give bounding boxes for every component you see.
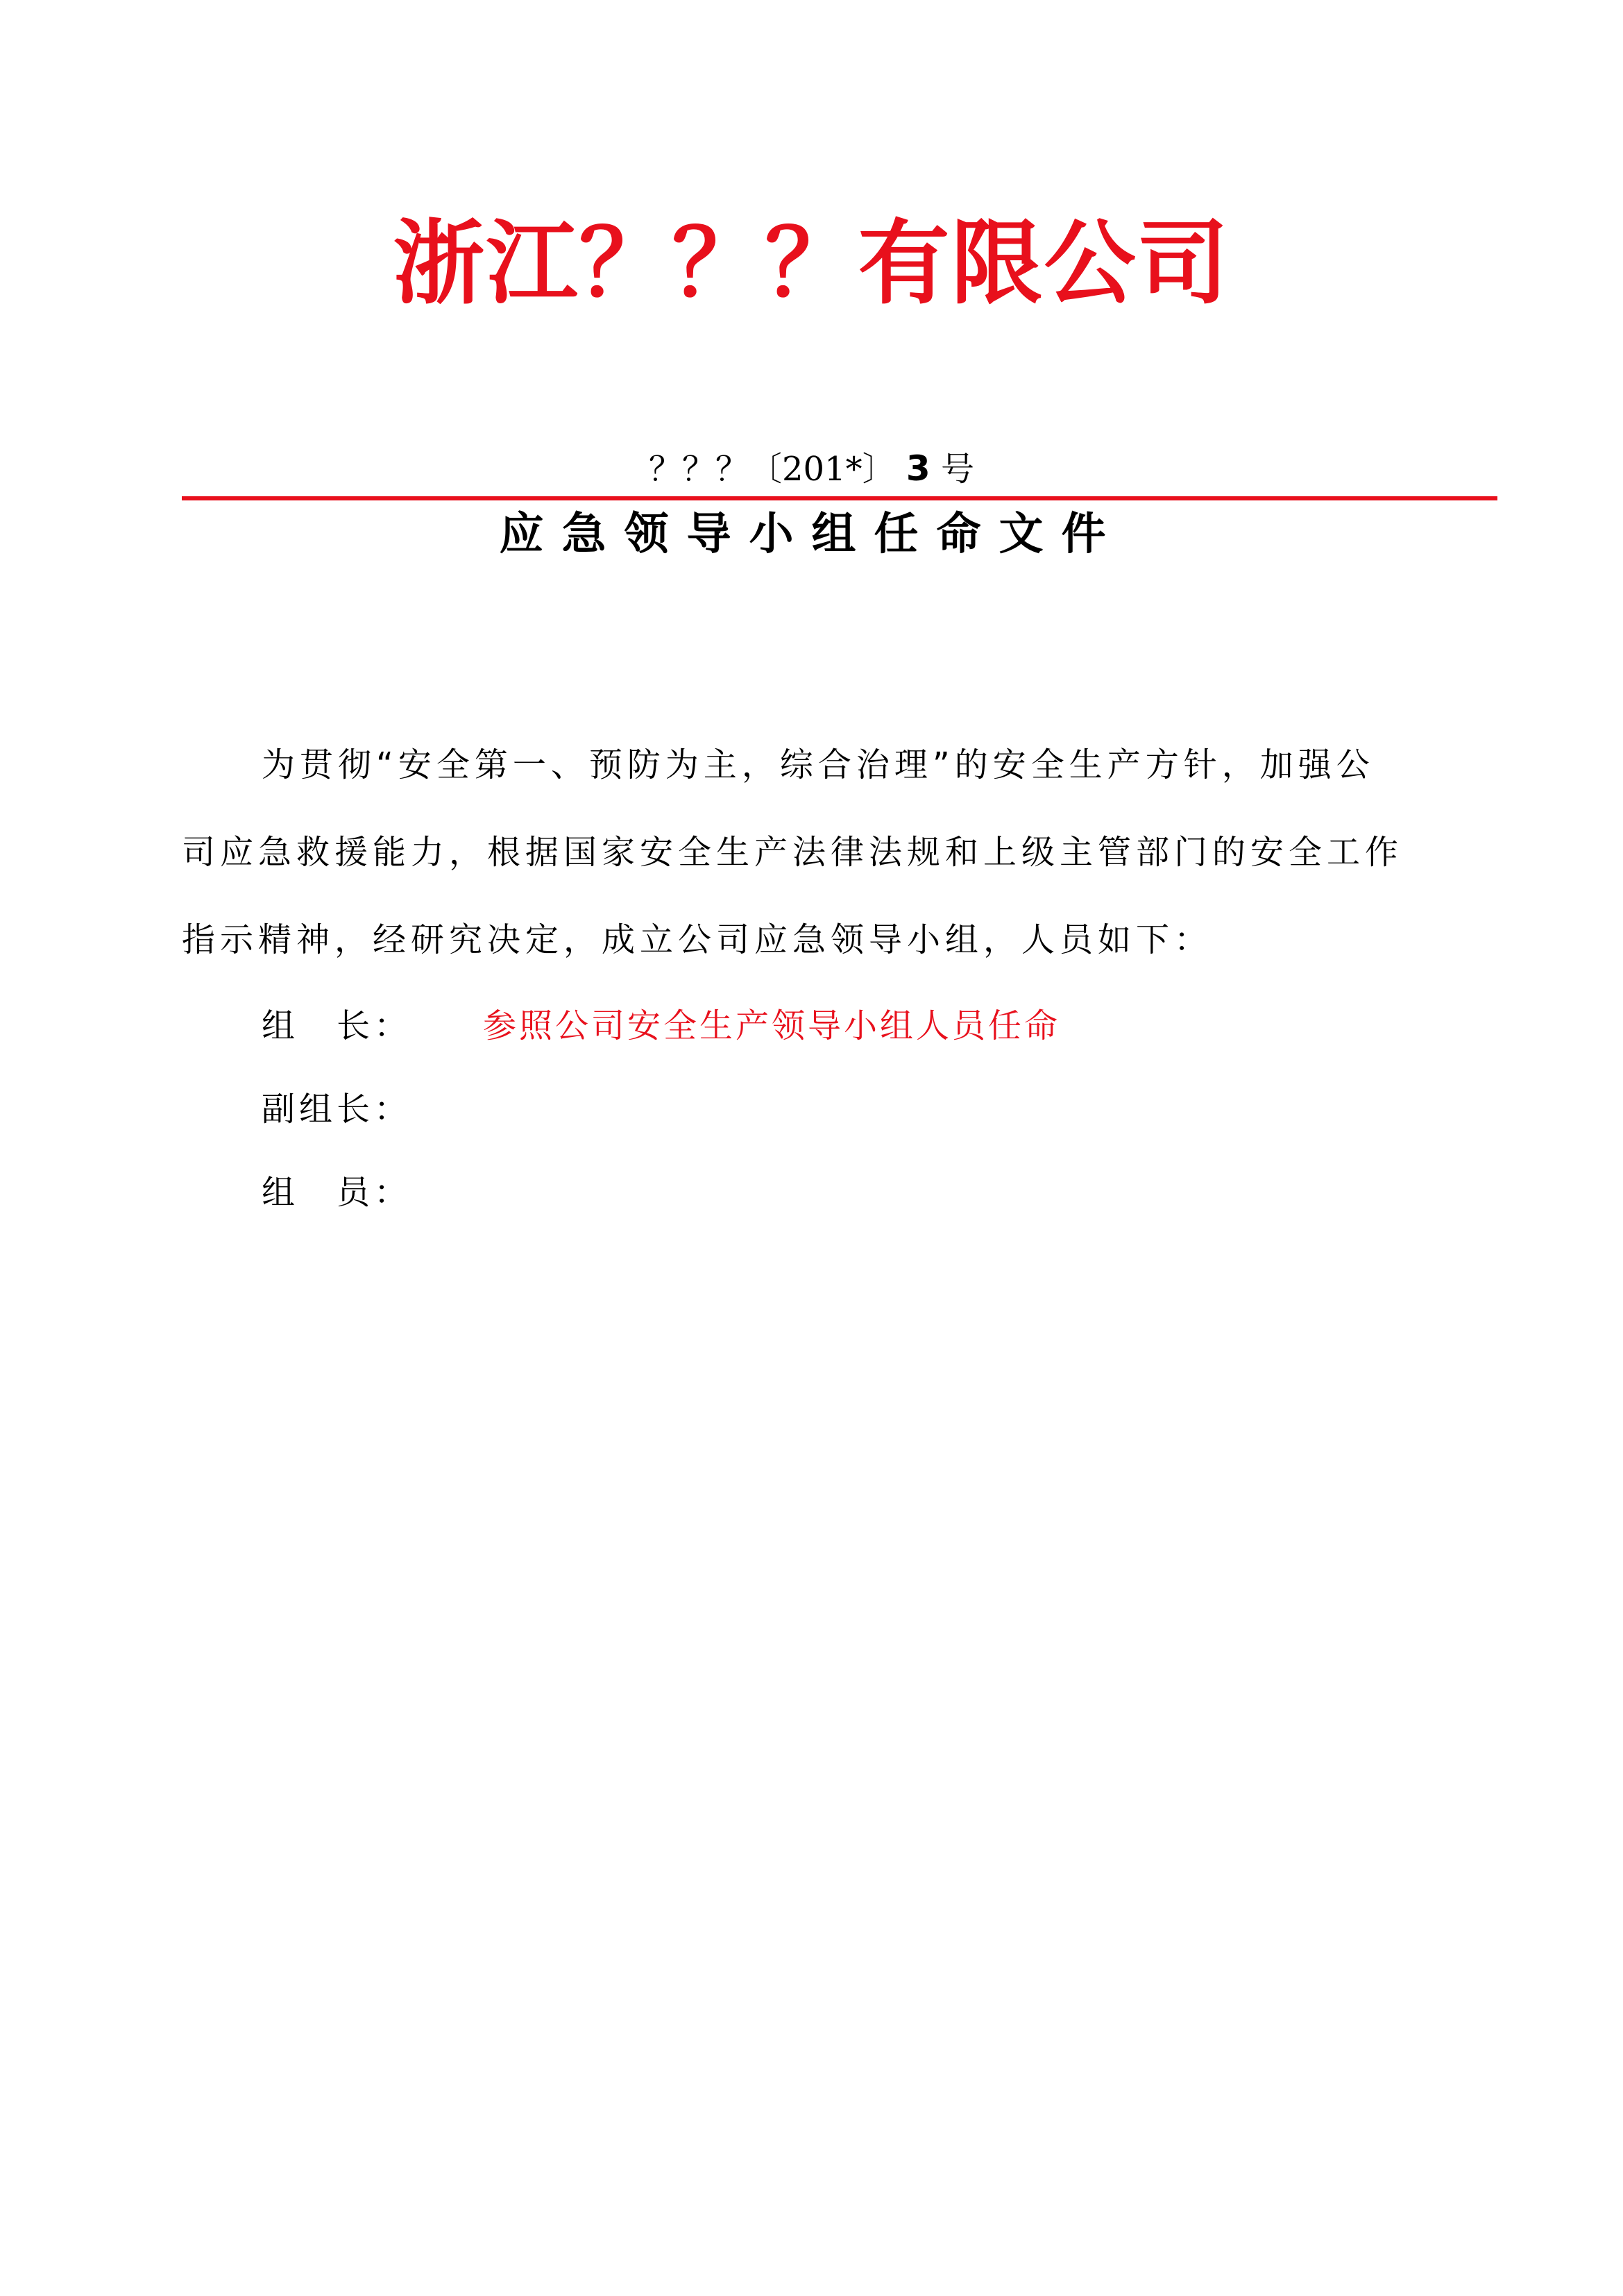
deputy-leader-label: 副组长： — [262, 1090, 412, 1129]
red-divider-line — [182, 496, 1497, 500]
document-number — [0, 444, 1623, 493]
document-number-value: 3 — [906, 448, 931, 489]
document-number-suffix: 号 — [940, 450, 974, 489]
leader-value: 参照公司安全生产领导小组人员任命 — [483, 1006, 1061, 1045]
paragraph-line-3: 指示精神，经研究决定，成立公司应急领导小组，人员如下： — [182, 920, 1213, 959]
leader-label: 组 长： — [262, 1006, 412, 1045]
document-number-prefix: ？？？〔201*〕 — [649, 450, 896, 489]
company-name: 浙江？？？有限公司 — [393, 210, 1230, 317]
member-label: 组 员： — [262, 1173, 412, 1212]
paragraph-line-1: 为贯彻“安全第一、预防为主，综合治理”的安全生产方针，加强公 — [262, 745, 1375, 784]
document-title: 应急领导小组任命文件 — [499, 509, 1124, 560]
paragraph-line-2: 司应急救援能力，根据国家安全生产法律法规和上级主管部门的安全工作 — [182, 833, 1404, 872]
